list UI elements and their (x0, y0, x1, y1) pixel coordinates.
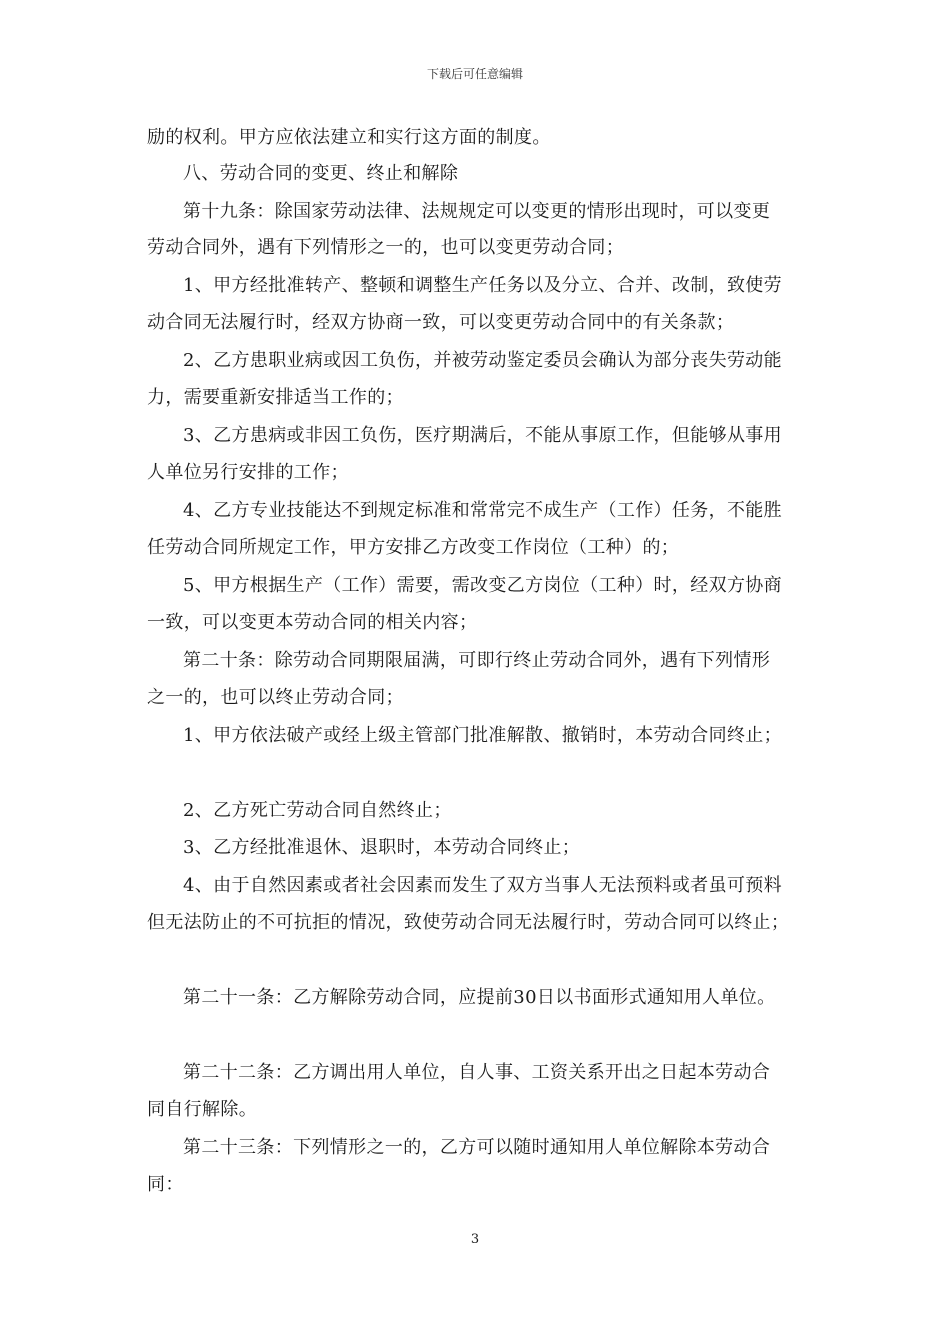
body-line: 人单位另行安排的工作； (147, 462, 349, 483)
body-line: 励的权利。甲方应依法建立和实行这方面的制度。 (147, 127, 551, 148)
body-line: 1、甲方经批准转产、整顿和调整生产任务以及分立、合并、改制，致使劳 (183, 275, 782, 296)
body-line: 之一的，也可以终止劳动合同； (147, 687, 404, 708)
body-line: 动合同无法履行时，经双方协商一致，可以变更劳动合同中的有关条款； (147, 312, 735, 333)
body-line: 4、乙方专业技能达不到规定标准和常常完不成生产（工作）任务，不能胜 (183, 500, 782, 521)
body-line: 力，需要重新安排适当工作的； (147, 387, 404, 408)
body-line: 2、乙方死亡劳动合同自然终止； (183, 800, 452, 821)
body-line: 第二十条：除劳动合同期限届满，可即行终止劳动合同外，遇有下列情形 (183, 650, 771, 671)
body-line: 一致，可以变更本劳动合同的相关内容； (147, 612, 478, 633)
body-line: 同自行解除。 (147, 1099, 258, 1120)
body-line: 但无法防止的不可抗拒的情况，致使劳动合同无法履行时，劳动合同可以终止； (147, 912, 790, 933)
body-line: 1、甲方依法破产或经上级主管部门批准解散、撤销时，本劳动合同终止； (183, 725, 782, 746)
body-line: 同： (147, 1174, 184, 1195)
body-line: 第二十三条：下列情形之一的，乙方可以随时通知用人单位解除本劳动合 (183, 1137, 771, 1158)
body-line: 第十九条：除国家劳动法律、法规规定可以变更的情形出现时，可以变更 (183, 201, 771, 222)
body-line: 2、乙方患职业病或因工负伤，并被劳动鉴定委员会确认为部分丧失劳动能 (183, 350, 782, 371)
body-line: 3、乙方经批准退休、退职时，本劳动合同终止； (183, 837, 581, 858)
section-heading: 八、劳动合同的变更、终止和解除 (183, 163, 459, 184)
body-line: 第二十一条：乙方解除劳动合同，应提前30日以书面形式通知用人单位。 (183, 987, 776, 1008)
page-number: 3 (470, 1232, 480, 1247)
body-line: 4、由于自然因素或者社会因素而发生了双方当事人无法预料或者虽可预料 (183, 875, 782, 896)
body-line: 3、乙方患病或非因工负伤，医疗期满后，不能从事原工作，但能够从事用 (183, 425, 782, 446)
body-line: 第二十二条：乙方调出用人单位，自人事、工资关系开出之日起本劳动合 (183, 1062, 771, 1083)
body-line: 5、甲方根据生产（工作）需要，需改变乙方岗位（工种）时，经双方协商 (183, 575, 782, 596)
page-header-note: 下载后可任意编辑 (426, 67, 523, 81)
body-line: 任劳动合同所规定工作，甲方安排乙方改变工作岗位（工种）的； (147, 537, 680, 558)
body-line: 劳动合同外，遇有下列情形之一的，也可以变更劳动合同； (147, 237, 625, 258)
